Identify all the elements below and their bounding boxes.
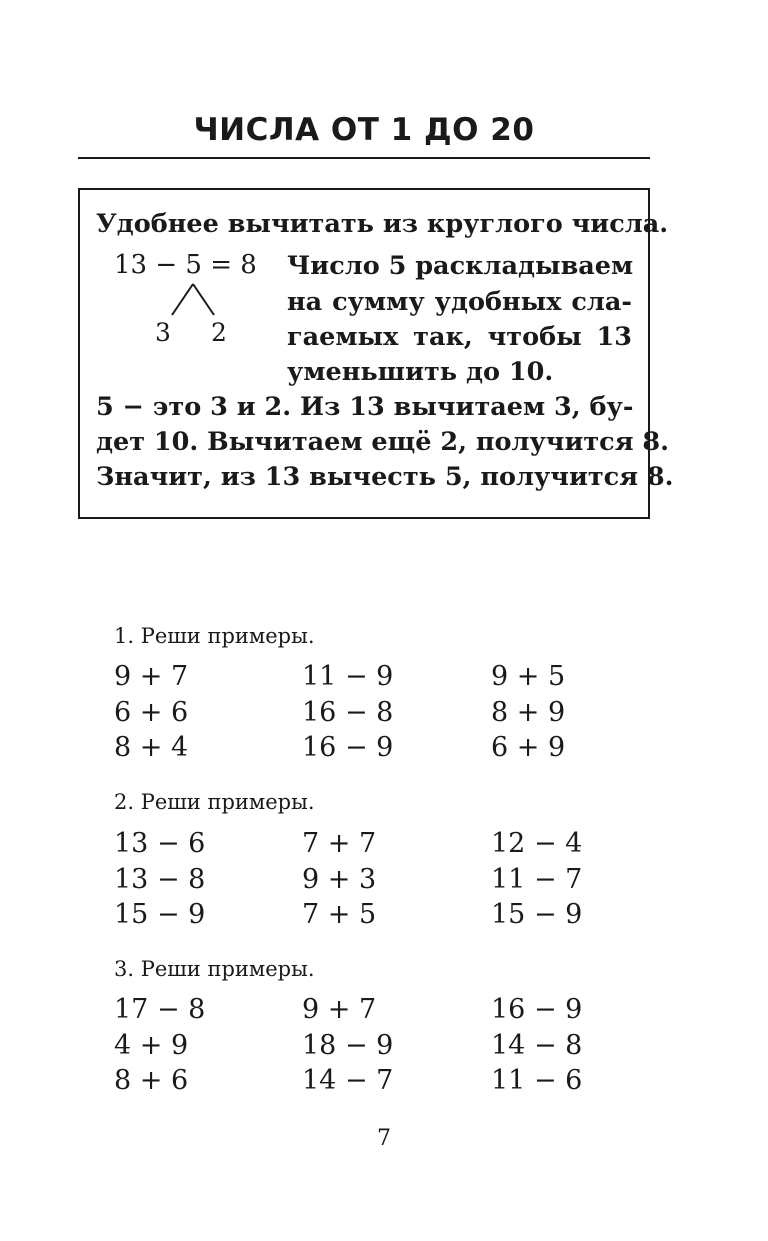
task-title: 2. Реши примеры. [114, 790, 315, 814]
example: 16 − 9 [302, 732, 394, 763]
page-title: ЧИСЛА ОТ 1 ДО 20 [193, 112, 535, 148]
example: 4 + 9 [114, 1030, 189, 1061]
example: 7 + 5 [302, 899, 377, 930]
example: 13 − 6 [114, 828, 206, 859]
page-number: 7 [377, 1126, 391, 1151]
explain-line: на сумму удобных сла- [287, 287, 632, 317]
example: 6 + 9 [491, 732, 566, 763]
explain-line: Число 5 раскладываем [287, 251, 634, 281]
example: 17 − 8 [114, 994, 206, 1025]
rule-text-line: Значит, из 13 вычесть 5, получится 8. [96, 462, 674, 492]
example: 12 − 4 [491, 828, 583, 859]
example: 14 − 8 [491, 1030, 583, 1061]
example: 8 + 4 [114, 732, 189, 763]
example: 8 + 9 [491, 697, 566, 728]
example: 15 − 9 [491, 899, 583, 930]
example: 11 − 7 [491, 864, 583, 895]
example: 16 − 9 [491, 994, 583, 1025]
rule-equation: 13 − 5 = 8 [114, 250, 257, 280]
explain-line: уменьшить до 10. [287, 357, 554, 387]
example: 8 + 6 [114, 1065, 189, 1096]
example: 11 − 6 [491, 1065, 583, 1096]
example: 6 + 6 [114, 697, 189, 728]
explain-line: гаемых так, чтобы 13 [287, 322, 632, 352]
split-left-number: 3 [155, 318, 171, 347]
example: 14 − 7 [302, 1065, 394, 1096]
rule-text-line: 5 − это 3 и 2. Из 13 вычитаем 3, бу- [96, 392, 634, 422]
example: 18 − 9 [302, 1030, 394, 1061]
task-title: 1. Реши примеры. [114, 624, 315, 648]
task-title: 3. Реши примеры. [114, 957, 315, 981]
rule-heading: Удобнее вычитать из круглого числа. [96, 209, 669, 239]
example: 9 + 7 [302, 994, 377, 1025]
example: 9 + 3 [302, 864, 377, 895]
example: 13 − 8 [114, 864, 206, 895]
example: 9 + 7 [114, 661, 189, 692]
rule-text-line: дет 10. Вычитаем ещё 2, получится 8. [96, 427, 670, 457]
split-right-number: 2 [211, 318, 227, 347]
decomposition-lines [166, 282, 220, 318]
example: 7 + 7 [302, 828, 377, 859]
example: 9 + 5 [491, 661, 566, 692]
example: 16 − 8 [302, 697, 394, 728]
title-underline [78, 157, 650, 159]
example: 11 − 9 [302, 661, 394, 692]
example: 15 − 9 [114, 899, 206, 930]
